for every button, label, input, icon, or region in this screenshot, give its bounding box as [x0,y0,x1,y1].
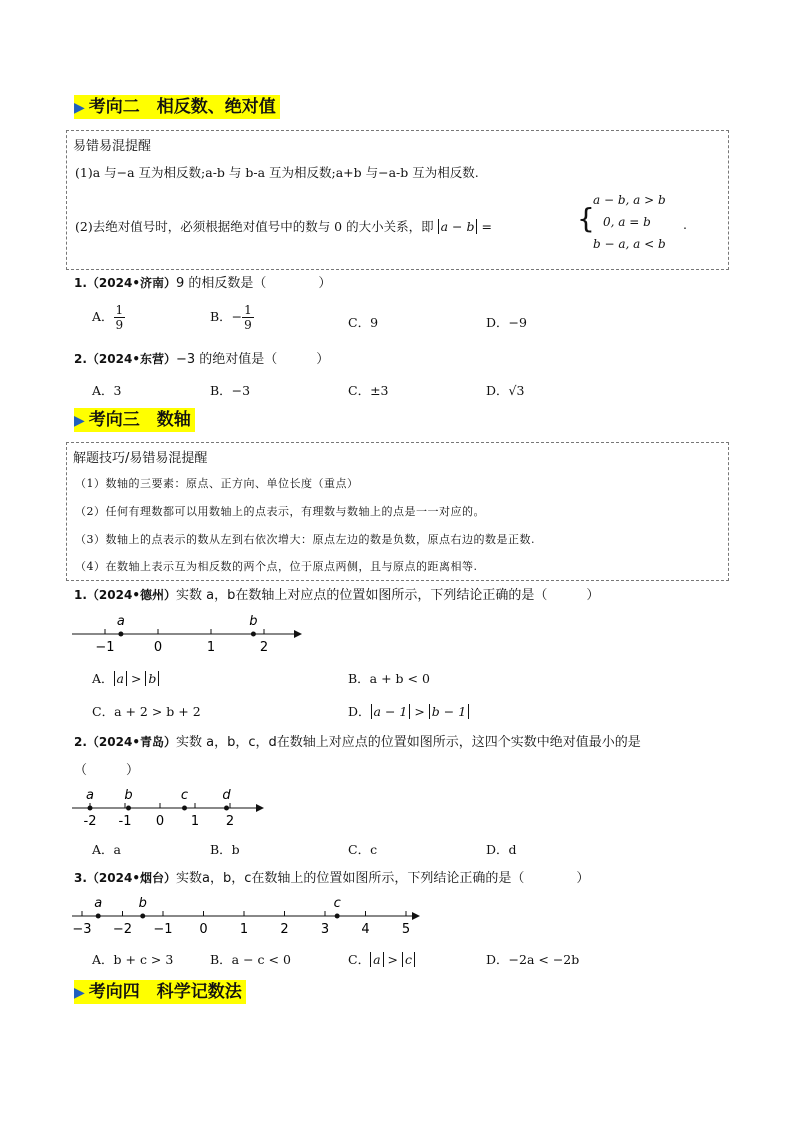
case-1: a − b, a > b [593,193,666,207]
tick-label: 1 [206,640,216,655]
tick-label: 1 [239,922,249,937]
tick-label: 3 [320,922,330,937]
option-a[interactable]: A．b + c > 3 [92,952,174,967]
option-a[interactable]: A． $\frac{1}{9}$ [92,303,124,332]
tick-label: −3 [72,922,92,937]
tip-box-title: 易错易混提醒 [73,139,152,154]
point-b [126,806,131,811]
option-b[interactable]: B．a − c < 0 [210,952,291,967]
number-line-1 [70,610,310,658]
point-label: b [249,614,258,629]
point-c [335,914,340,919]
point-c [182,806,187,811]
option-a[interactable]: A．3 [92,383,122,398]
point-a [88,806,93,811]
axis-arrow [412,912,420,920]
option-d[interactable]: D．−2a < −2b [486,952,580,967]
tick-label: -1 [118,814,132,829]
question-3-3: 3.（2024•烟台）实数a，b，c在数轴上的位置如图所示，下列结论正确的是（ ） [74,871,590,886]
tip-box-1 [66,130,729,270]
axis-arrow [294,630,302,638]
axis-arrow [256,804,264,812]
brace: { [577,202,595,235]
number-line-3 [70,892,430,940]
period: . [683,217,687,232]
point-b [140,914,145,919]
tick-label: -2 [83,814,97,829]
tip-line-2: (2)去绝对值号时，必须根据绝对值号中的数与 0 的大小关系，即 a − b = [75,219,492,234]
abs-expression: a − b [438,219,478,234]
tip-box-2 [66,442,729,581]
tick-label: 0 [155,814,165,829]
point-a [96,914,101,919]
option-d[interactable]: D．√3 [486,383,525,398]
option-a[interactable]: A．a [92,842,121,857]
tick-label: 0 [153,640,163,655]
triangle-icon: ▶ [74,413,85,429]
point-label: c [333,896,341,911]
point-label: b [138,896,147,911]
tick-label: 2 [280,922,289,937]
option-d[interactable]: D． a − 1 > b − 1 [348,702,469,720]
point-d [224,806,229,811]
triangle-icon: ▶ [74,985,85,1001]
option-d[interactable]: D．d [486,842,517,857]
question-2-1: 1.（2024•济南）9 的相反数是（ ） [74,276,332,291]
tip-box-title: 解题技巧/易错易混提醒 [73,451,208,466]
fraction: $\frac{1}{9}$ [115,303,124,332]
tick-label: 2 [225,814,235,829]
tick-label: 2 [259,640,269,655]
tip-item: （1）数轴的三要素：原点、正方向、单位长度（重点） [75,477,359,490]
option-c[interactable]: C．±3 [348,383,389,398]
option-b[interactable]: B．− $\frac{1}{9}$ [210,303,252,332]
question-2-2: 2.（2024•东营）−3 的绝对值是（ ） [74,352,330,367]
point-label: a [116,614,125,629]
tick-label: 0 [199,922,208,937]
point-label: b [124,788,133,803]
option-d[interactable]: D．−9 [486,315,527,330]
section-heading-3: ▶ 考向三 数轴 [74,408,195,432]
option-c[interactable]: C．a + 2 > b + 2 [92,704,201,719]
point-a [118,632,123,637]
section-heading-2: ▶ 考向二 相反数、绝对值 [74,95,280,119]
tick-label: 4 [361,922,370,937]
point-label: d [222,788,231,803]
tick-label: −1 [153,922,173,937]
section-heading-4: ▶ 考向四 科学记数法 [74,980,246,1004]
case-2: 0, a = b [603,215,651,229]
option-c[interactable]: C．c [348,842,378,857]
point-b [251,632,256,637]
answer-paren: （ ） [74,763,140,778]
option-b[interactable]: B．a + b < 0 [348,671,430,686]
triangle-icon: ▶ [74,100,85,116]
fraction: $\frac{1}{9}$ [244,303,252,332]
point-label: a [94,896,103,911]
tick-label: −2 [112,922,133,937]
point-label: c [180,788,189,803]
sqrt-value: √3 [508,383,525,398]
tip-item: （4）在数轴上表示互为相反数的两个点，位于原点两侧，且与原点的距离相等. [75,560,478,573]
question-3-2: 2.（2024•青岛）实数 a，b，c，d在数轴上对应点的位置如图所示，这四个实数中绝对值最小的是 [74,735,641,750]
point-label: a [86,788,94,803]
option-c[interactable]: C．9 [348,315,379,330]
tip-item: （2）任何有理数都可以用数轴上的点表示，有理数与数轴上的点是一一对应的。 [75,505,485,518]
tip-item: （3）数轴上的点表示的数从左到右依次增大：原点左边的数是负数，原点右边的数是正数. [75,533,535,546]
option-b[interactable]: B．b [210,842,240,857]
tick-label: −1 [95,640,115,655]
option-b[interactable]: B．−3 [210,383,251,398]
tick-label: 1 [190,814,200,829]
tip-line-1: (1)a 与−a 互为相反数;a-b 与 b-a 互为相反数;a+b 与−a-b 互为相反数. [75,165,479,180]
tick-label: 5 [401,922,411,937]
option-c[interactable]: C． a > c [348,950,415,968]
option-a[interactable]: A． a > b [92,669,159,687]
case-3: b − a, a < b [593,237,666,251]
question-3-1: 1.（2024•德州）实数 a，b在数轴上对应点的位置如图所示，下列结论正确的是（ ） [74,588,600,603]
number-line-2 [70,784,270,832]
